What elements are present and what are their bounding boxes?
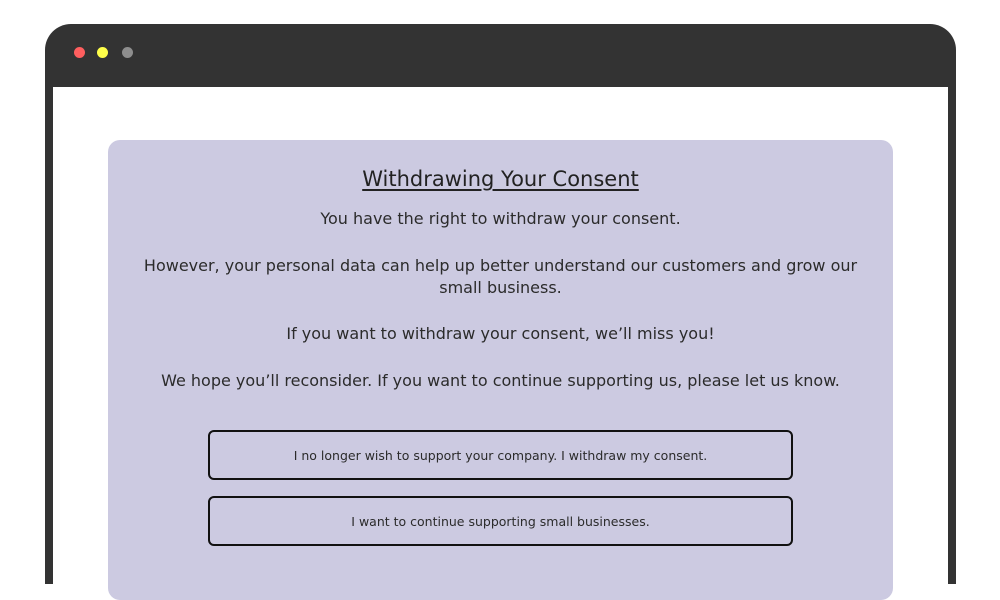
window-titlebar — [45, 24, 956, 87]
minimize-window-icon[interactable] — [97, 47, 108, 58]
page-content — [53, 87, 948, 587]
rights-paragraph: You have the right to withdraw your consent. — [320, 209, 681, 228]
continue-support-button[interactable]: I want to continue supporting small businesses. — [208, 496, 793, 546]
maximize-window-icon[interactable] — [122, 47, 133, 58]
withdraw-consent-button[interactable]: I no longer wish to support your company. I withdraw my consent. — [208, 430, 793, 480]
consent-card — [108, 140, 893, 600]
browser-window — [45, 24, 956, 584]
page-title: Withdrawing Your Consent — [362, 167, 639, 191]
data-usage-paragraph: However, your personal data can help up better understand our customers and grow our small business. — [143, 256, 858, 297]
close-window-icon[interactable] — [74, 47, 85, 58]
reconsider-paragraph: We hope you’ll reconsider. If you want to continue supporting us, please let us know. — [161, 371, 840, 390]
miss-you-paragraph: If you want to withdraw your consent, we’ll miss you! — [286, 324, 715, 343]
